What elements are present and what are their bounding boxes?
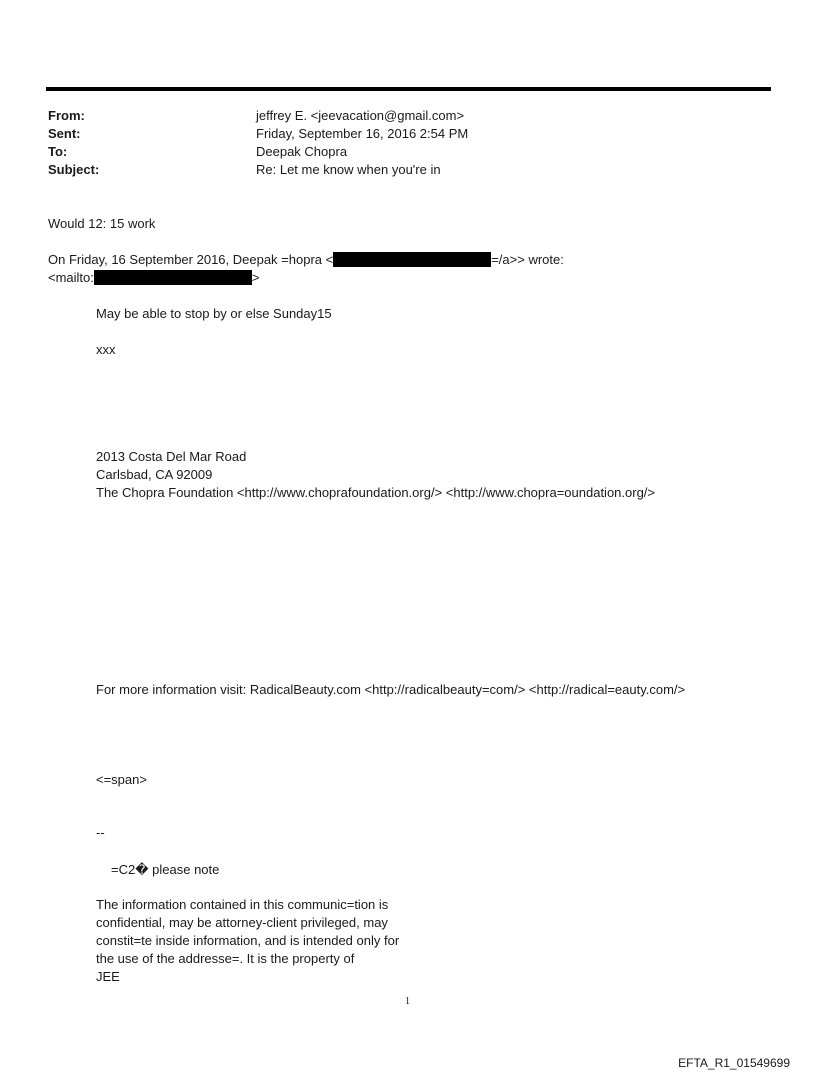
signature-separator: -- [96,825,105,840]
mailto-start: <mailto: [48,270,94,285]
reply-text: Would 12: 15 work [48,216,156,231]
foundation-line: The Chopra Foundation <http://www.choprafoundation.org/> <http://www.chopra=oundation.org/> [96,485,656,500]
mailto-end: > [251,270,260,285]
address-line-2: Carlsbad, CA 92009 [96,467,213,482]
notice-line: constit=te inside information, and is intended only for [96,933,400,948]
notice-line: The information contained in this communic=tion is [96,897,389,912]
span-tag-line: <=span> [96,772,147,787]
quote-intro [48,251,564,269]
sent-label: Sent: [48,126,81,141]
notice-line: confidential, may be attorney-client privileged, may [96,915,388,930]
notice-line: JEE [96,969,120,984]
notice-line: the use of the addresse=. It is the property of [96,951,355,966]
redaction-bar [94,270,252,285]
address-line-1: 2013 Costa Del Mar Road [96,449,247,464]
to-label: To: [48,144,68,159]
mailto-line [48,269,259,287]
to-value: Deepak Chopra [256,144,348,159]
more-info-line: For more information visit: RadicalBeauty.com <http://radicalbeauty=com/> <http://radical=eauty.com/> [96,682,686,697]
redaction-bar [333,252,491,267]
quote-intro-end: =/a>> wrote: [491,252,564,267]
subject-value: Re: Let me know when you're in [256,162,441,177]
page-number: 1 [405,996,410,1007]
quoted-line-2: xxx [96,342,116,357]
quoted-line-1: May be able to stop by or else Sunday15 [96,306,332,321]
document-id: EFTA_R1_01549699 [678,1056,790,1070]
from-value: jeffrey E. <jeevacation@gmail.com> [256,108,465,123]
sent-value: Friday, September 16, 2016 2:54 PM [256,126,469,141]
from-label: From: [48,108,85,123]
subject-label: Subject: [48,162,100,177]
please-note-line: =C2� please note [111,862,220,877]
quote-intro-start: On Friday, 16 September 2016, Deepak =hopra < [48,252,334,267]
header-rule [46,87,771,91]
